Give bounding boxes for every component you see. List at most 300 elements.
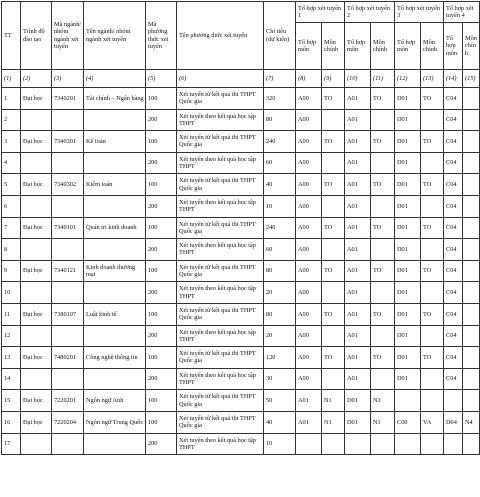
subheader-to-hop-mon: Tổ hợp môn	[296, 23, 322, 70]
cell-tt: 8	[2, 239, 21, 261]
cell-mon-chinh-4	[463, 368, 480, 390]
cell-mon-chinh-4	[463, 217, 480, 239]
cell-to-hop-3: D01	[395, 131, 421, 153]
cell-ma-phuong-thuc: 200	[146, 109, 177, 131]
cell-to-hop-4: C04	[444, 303, 463, 325]
cell-to-hop-1: A00	[296, 131, 322, 153]
cell-trinh-do: Đại học	[21, 174, 52, 196]
cell-mon-chinh-1: N1	[322, 390, 345, 412]
cell-mon-chinh-1	[322, 368, 345, 390]
table-row	[2, 174, 480, 196]
header-to-hop-1: Tổ hợp xét tuyển 1	[296, 2, 345, 23]
cell-mon-chinh-3	[421, 325, 444, 347]
cell-ten-nganh: Kiểm toán	[84, 174, 146, 196]
cell-ma-nganh: 7220201	[52, 390, 84, 412]
cell-ma-nganh: 7340201	[52, 88, 84, 110]
cell-trinh-do: Đại học	[21, 347, 52, 369]
cell-ma-phuong-thuc: 100	[146, 347, 177, 369]
cell-trinh-do: Đại học	[21, 88, 52, 110]
cell-chi-tieu: 240	[264, 217, 296, 239]
cell-to-hop-1: A01	[296, 411, 322, 433]
cell-mon-chinh-4	[463, 282, 480, 304]
cell-ma-phuong-thuc: 100	[146, 390, 177, 412]
cell-to-hop-3: D01	[395, 109, 421, 131]
cell-mon-chinh-4	[463, 433, 480, 455]
cell-to-hop-1	[296, 433, 322, 455]
admissions-table	[1, 1, 480, 455]
cell-ten-nganh: Quản trị kinh doanh	[84, 217, 146, 239]
cell-ten-nganh: Luật kinh tế	[84, 303, 146, 325]
cell-tt: 3	[2, 131, 21, 153]
cell-to-hop-1: A00	[296, 217, 322, 239]
table-row	[2, 109, 480, 131]
cell-mon-chinh-4	[463, 239, 480, 261]
cell-tt: 1	[2, 88, 21, 110]
table-row	[2, 347, 480, 369]
cell-ten-phuong-thuc: Xét tuyển theo kết quả học tập THPT	[177, 109, 264, 131]
cell-ma-nganh: 7340121	[52, 260, 84, 282]
cell-mon-chinh-1	[322, 433, 345, 455]
cell-to-hop-1: A00	[296, 174, 322, 196]
cell-to-hop-2: A01	[345, 260, 371, 282]
cell-mon-chinh-4	[463, 152, 480, 174]
cell-ma-nganh	[52, 195, 84, 217]
cell-ten-phuong-thuc: Xét tuyển từ kết quả thi THPT Quốc gia	[177, 174, 264, 196]
cell-mon-chinh-3	[421, 239, 444, 261]
table-row	[2, 390, 480, 412]
cell-ma-phuong-thuc: 200	[146, 195, 177, 217]
cell-ten-nganh: Kinh doanh thương mại	[84, 260, 146, 282]
cell-mon-chinh-1	[322, 282, 345, 304]
cell-tt: 14	[2, 368, 21, 390]
cell-to-hop-3: D01	[395, 88, 421, 110]
cell-mon-chinh-2	[371, 152, 395, 174]
cell-chi-tieu: 40	[264, 411, 296, 433]
cell-mon-chinh-2: TO	[371, 217, 395, 239]
subheader-to-hop-mon: Tổ hợp môn	[444, 23, 463, 70]
cell-mon-chinh-3	[421, 282, 444, 304]
cell-to-hop-1: A00	[296, 303, 322, 325]
cell-mon-chinh-3	[421, 433, 444, 455]
cell-to-hop-1: A00	[296, 325, 322, 347]
cell-to-hop-3: D01	[395, 368, 421, 390]
cell-ten-nganh	[84, 325, 146, 347]
cell-to-hop-4: C04	[444, 325, 463, 347]
cell-ten-phuong-thuc: Xét tuyển từ kết quả thi THPT Quốc gia	[177, 260, 264, 282]
cell-tt: 15	[2, 390, 21, 412]
cell-ten-nganh: Tài chính – Ngân hàng	[84, 88, 146, 110]
cell-ten-phuong-thuc: Xét tuyển từ kết quả thi THPT Quốc gia	[177, 217, 264, 239]
cell-to-hop-4: C04	[444, 217, 463, 239]
cell-mon-chinh-2	[371, 368, 395, 390]
cell-tt: 4	[2, 152, 21, 174]
cell-to-hop-4: C04	[444, 239, 463, 261]
cell-to-hop-3: D01	[395, 217, 421, 239]
cell-mon-chinh-2: TO	[371, 347, 395, 369]
cell-to-hop-3	[395, 390, 421, 412]
cell-trinh-do	[21, 433, 52, 455]
cell-ma-nganh	[52, 109, 84, 131]
cell-to-hop-3: D01	[395, 239, 421, 261]
header-chi-tieu: Chỉ tiêu (dự kiến)	[264, 2, 296, 70]
subheader-mon-chinh: Môn chính	[421, 23, 444, 70]
cell-mon-chinh-4	[463, 347, 480, 369]
cell-ma-phuong-thuc: 200	[146, 239, 177, 261]
cell-ten-phuong-thuc: Xét tuyển từ kết quả thi THPT Quốc gia	[177, 347, 264, 369]
cell-chi-tieu: 40	[264, 174, 296, 196]
cell-to-hop-1: A01	[296, 390, 322, 412]
cell-mon-chinh-3	[421, 195, 444, 217]
cell-mon-chinh-4	[463, 260, 480, 282]
table-row	[2, 239, 480, 261]
cell-mon-chinh-3: TO	[421, 260, 444, 282]
cell-mon-chinh-2: TO	[371, 303, 395, 325]
cell-to-hop-1: A00	[296, 109, 322, 131]
cell-tt: 2	[2, 109, 21, 131]
cell-ma-phuong-thuc: 200	[146, 282, 177, 304]
cell-ma-nganh	[52, 368, 84, 390]
cell-mon-chinh-2: TO	[371, 260, 395, 282]
column-number: (8)	[296, 70, 322, 88]
cell-ma-phuong-thuc: 200	[146, 433, 177, 455]
header-tt: TT	[2, 2, 21, 70]
cell-ma-nganh	[52, 433, 84, 455]
cell-mon-chinh-2	[371, 433, 395, 455]
cell-trinh-do: Đại học	[21, 411, 52, 433]
table-row	[2, 260, 480, 282]
cell-trinh-do	[21, 368, 52, 390]
cell-mon-chinh-3	[421, 368, 444, 390]
cell-mon-chinh-4	[463, 131, 480, 153]
cell-mon-chinh-2: N1	[371, 411, 395, 433]
cell-ten-phuong-thuc: Xét tuyển từ kết quả thi THPT Quốc gia	[177, 131, 264, 153]
table-row	[2, 433, 480, 455]
cell-to-hop-3: D01	[395, 282, 421, 304]
cell-to-hop-4: C04	[444, 260, 463, 282]
cell-mon-chinh-2: N1	[371, 390, 395, 412]
column-number: (5)	[146, 70, 177, 88]
cell-chi-tieu: 10	[264, 195, 296, 217]
cell-ma-phuong-thuc: 100	[146, 411, 177, 433]
cell-trinh-do: Đại học	[21, 260, 52, 282]
cell-chi-tieu: 80	[264, 260, 296, 282]
cell-chi-tieu: 60	[264, 239, 296, 261]
cell-mon-chinh-1	[322, 195, 345, 217]
cell-to-hop-4	[444, 390, 463, 412]
cell-ma-nganh	[52, 152, 84, 174]
table-row	[2, 368, 480, 390]
cell-tt: 11	[2, 303, 21, 325]
cell-mon-chinh-3	[421, 109, 444, 131]
cell-ma-nganh: 7480201	[52, 347, 84, 369]
cell-to-hop-3: D01	[395, 152, 421, 174]
subheader-to-hop-mon: Tổ hợp môn	[395, 23, 421, 70]
cell-ten-phuong-thuc: Xét tuyển từ kết quả thi THPT Quốc gia	[177, 303, 264, 325]
cell-mon-chinh-3	[421, 152, 444, 174]
cell-to-hop-1: A00	[296, 368, 322, 390]
cell-ma-nganh	[52, 282, 84, 304]
column-number: (11)	[371, 70, 395, 88]
cell-mon-chinh-2	[371, 239, 395, 261]
cell-mon-chinh-4	[463, 109, 480, 131]
header-row	[2, 2, 480, 23]
table-row	[2, 131, 480, 153]
cell-ma-nganh: 7340101	[52, 217, 84, 239]
cell-ten-nganh	[84, 433, 146, 455]
cell-to-hop-3: D01	[395, 260, 421, 282]
cell-mon-chinh-2: TO	[371, 131, 395, 153]
cell-mon-chinh-4	[463, 325, 480, 347]
cell-ma-nganh: 7340302	[52, 174, 84, 196]
table-body	[2, 70, 480, 455]
cell-trinh-do: Đại học	[21, 390, 52, 412]
cell-to-hop-2: A01	[345, 325, 371, 347]
cell-mon-chinh-1: TO	[322, 347, 345, 369]
cell-chi-tieu: 60	[264, 152, 296, 174]
cell-mon-chinh-1: TO	[322, 260, 345, 282]
cell-ten-nganh: Công nghệ thông tin	[84, 347, 146, 369]
column-number: (15)	[463, 70, 480, 88]
cell-to-hop-4: C04	[444, 131, 463, 153]
cell-mon-chinh-1: TO	[322, 217, 345, 239]
cell-ten-phuong-thuc: Xét tuyển theo kết quả học tập THPT	[177, 325, 264, 347]
cell-to-hop-4: C04	[444, 109, 463, 131]
cell-to-hop-1: A00	[296, 260, 322, 282]
cell-mon-chinh-4: N4	[463, 411, 480, 433]
cell-to-hop-3: D01	[395, 174, 421, 196]
cell-to-hop-2: A01	[345, 368, 371, 390]
table-row	[2, 152, 480, 174]
cell-mon-chinh-4	[463, 174, 480, 196]
cell-ten-nganh	[84, 109, 146, 131]
cell-to-hop-1: A00	[296, 347, 322, 369]
cell-to-hop-1: A00	[296, 195, 322, 217]
cell-tt: 13	[2, 347, 21, 369]
cell-ma-nganh: 7380107	[52, 303, 84, 325]
cell-mon-chinh-3: TO	[421, 347, 444, 369]
cell-mon-chinh-2	[371, 325, 395, 347]
header-trinh-do: Trình độ đào tạo	[21, 2, 52, 70]
cell-to-hop-1: A00	[296, 282, 322, 304]
cell-mon-chinh-1: N1	[322, 411, 345, 433]
cell-mon-chinh-2	[371, 195, 395, 217]
cell-ma-phuong-thuc: 100	[146, 217, 177, 239]
cell-ten-phuong-thuc: Xét tuyển theo kết quả học tập THPT	[177, 368, 264, 390]
cell-mon-chinh-1: TO	[322, 174, 345, 196]
header-ma-nganh: Mã ngành/ nhóm ngành xét tuyển	[52, 2, 84, 70]
subheader-mon-chinh: Môn chính	[322, 23, 345, 70]
cell-ten-phuong-thuc: Xét tuyển theo kết quả học tập THPT	[177, 195, 264, 217]
cell-ten-nganh	[84, 282, 146, 304]
cell-to-hop-2: D01	[345, 390, 371, 412]
cell-trinh-do	[21, 325, 52, 347]
cell-mon-chinh-1	[322, 325, 345, 347]
cell-ten-nganh	[84, 195, 146, 217]
column-number: (14)	[444, 70, 463, 88]
column-number: (2)	[21, 70, 52, 88]
cell-to-hop-3: C00	[395, 411, 421, 433]
subheader-mon-chinh: Môn chính	[371, 23, 395, 70]
cell-to-hop-4: C04	[444, 174, 463, 196]
cell-ma-phuong-thuc: 100	[146, 260, 177, 282]
cell-ma-nganh	[52, 325, 84, 347]
cell-ten-phuong-thuc: Xét tuyển từ kết quả thi THPT Quốc gia	[177, 411, 264, 433]
cell-to-hop-4: C04	[444, 88, 463, 110]
cell-chi-tieu: 80	[264, 303, 296, 325]
table-row	[2, 88, 480, 110]
cell-mon-chinh-1	[322, 109, 345, 131]
cell-to-hop-2: A01	[345, 131, 371, 153]
cell-chi-tieu: 240	[264, 131, 296, 153]
cell-to-hop-1: A00	[296, 239, 322, 261]
cell-mon-chinh-4	[463, 390, 480, 412]
header-to-hop-3: Tổ hợp xét tuyển 3	[395, 2, 444, 23]
cell-tt: 9	[2, 260, 21, 282]
cell-chi-tieu: 80	[264, 109, 296, 131]
subheader-mon-chinh: Môn chính	[463, 23, 480, 70]
column-number: (6)	[177, 70, 264, 88]
cell-mon-chinh-3: VA	[421, 411, 444, 433]
cell-ten-nganh	[84, 152, 146, 174]
cell-to-hop-2: A01	[345, 282, 371, 304]
table-row	[2, 411, 480, 433]
header-ten-nganh: Tên ngành/ nhóm ngành xét tuyển	[84, 2, 146, 70]
cell-trinh-do: Đại học	[21, 303, 52, 325]
column-number: (9)	[322, 70, 345, 88]
cell-ma-nganh	[52, 239, 84, 261]
table-row	[2, 217, 480, 239]
cell-ten-phuong-thuc: Xét tuyển theo kết quả học tập THPT	[177, 152, 264, 174]
cell-to-hop-2: A01	[345, 195, 371, 217]
cell-mon-chinh-1: TO	[322, 303, 345, 325]
cell-ma-phuong-thuc: 100	[146, 88, 177, 110]
cell-to-hop-2: A01	[345, 217, 371, 239]
cell-to-hop-4: C04	[444, 282, 463, 304]
table-row	[2, 325, 480, 347]
cell-to-hop-2: A01	[345, 239, 371, 261]
cell-to-hop-2	[345, 433, 371, 455]
cell-tt: 10	[2, 282, 21, 304]
cell-to-hop-4: C04	[444, 347, 463, 369]
table-row	[2, 195, 480, 217]
cell-to-hop-1: A00	[296, 152, 322, 174]
cell-mon-chinh-1: TO	[322, 88, 345, 110]
cell-tt: 12	[2, 325, 21, 347]
cell-to-hop-2: A01	[345, 109, 371, 131]
column-number: (4)	[84, 70, 146, 88]
cell-chi-tieu: 20	[264, 325, 296, 347]
header-to-hop-4: Tổ hợp xét tuyển 4	[444, 2, 480, 23]
cell-tt: 7	[2, 217, 21, 239]
column-number-row	[2, 70, 480, 88]
cell-mon-chinh-3: TO	[421, 217, 444, 239]
cell-trinh-do: Đại học	[21, 217, 52, 239]
cell-to-hop-2: A01	[345, 303, 371, 325]
cell-ten-nganh: Ngôn ngữ Trung Quốc	[84, 411, 146, 433]
cell-ten-phuong-thuc: Xét tuyển từ kết quả thi THPT Quốc gia	[177, 390, 264, 412]
column-number: (10)	[345, 70, 371, 88]
cell-mon-chinh-1	[322, 239, 345, 261]
cell-mon-chinh-4	[463, 303, 480, 325]
cell-ma-phuong-thuc: 100	[146, 174, 177, 196]
cell-mon-chinh-2: TO	[371, 88, 395, 110]
cell-to-hop-2: A01	[345, 152, 371, 174]
cell-trinh-do	[21, 109, 52, 131]
header-to-hop-2: Tổ hợp xét tuyển 2	[345, 2, 395, 23]
cell-mon-chinh-3: TO	[421, 131, 444, 153]
cell-mon-chinh-2	[371, 109, 395, 131]
column-number: (7)	[264, 70, 296, 88]
cell-mon-chinh-1	[322, 152, 345, 174]
cell-ten-nganh	[84, 368, 146, 390]
cell-ma-phuong-thuc: 200	[146, 152, 177, 174]
cell-ten-phuong-thuc: Xét tuyển theo kết quả học tập THPT	[177, 282, 264, 304]
cell-mon-chinh-1: TO	[322, 131, 345, 153]
cell-to-hop-2: A01	[345, 88, 371, 110]
cell-trinh-do	[21, 282, 52, 304]
cell-to-hop-4: D04	[444, 411, 463, 433]
cell-to-hop-3: D01	[395, 303, 421, 325]
cell-tt: 16	[2, 411, 21, 433]
cell-ten-phuong-thuc: Xét tuyển theo kết quả học tập THPT	[177, 433, 264, 455]
cell-to-hop-1: A00	[296, 88, 322, 110]
cell-trinh-do	[21, 195, 52, 217]
cell-ma-phuong-thuc: 100	[146, 303, 177, 325]
cell-ma-phuong-thuc: 200	[146, 368, 177, 390]
cell-to-hop-4: C04	[444, 368, 463, 390]
cell-chi-tieu: 120	[264, 347, 296, 369]
cell-mon-chinh-3	[421, 390, 444, 412]
cell-to-hop-2: A01	[345, 174, 371, 196]
table-row	[2, 303, 480, 325]
cell-mon-chinh-3: TO	[421, 174, 444, 196]
cell-tt: 17	[2, 433, 21, 455]
cell-ten-phuong-thuc: Xét tuyển theo kết quả học tập THPT	[177, 239, 264, 261]
cell-to-hop-3	[395, 433, 421, 455]
cell-chi-tieu: 30	[264, 368, 296, 390]
header-ten-phuong-thuc: Tên phương thức xét tuyển	[177, 2, 264, 70]
column-number: (3)	[52, 70, 84, 88]
cell-mon-chinh-4	[463, 195, 480, 217]
cell-ten-phuong-thuc: Xét tuyển từ kết quả thi THPT Quốc gia	[177, 88, 264, 110]
cell-mon-chinh-4	[463, 88, 480, 110]
cell-to-hop-4: C04	[444, 152, 463, 174]
cell-ten-nganh: Ngôn ngữ Anh	[84, 390, 146, 412]
cell-mon-chinh-2	[371, 282, 395, 304]
cell-to-hop-4: C04	[444, 195, 463, 217]
header-ma-phuong-thuc: Mã phương thức xét tuyển	[146, 2, 177, 70]
cell-chi-tieu: 50	[264, 390, 296, 412]
column-number: (1)	[2, 70, 21, 88]
table-row	[2, 282, 480, 304]
cell-chi-tieu: 10	[264, 433, 296, 455]
cell-to-hop-3: D01	[395, 195, 421, 217]
cell-chi-tieu: 320	[264, 88, 296, 110]
cell-mon-chinh-2: TO	[371, 174, 395, 196]
cell-to-hop-3: D01	[395, 347, 421, 369]
cell-to-hop-3: D01	[395, 325, 421, 347]
cell-chi-tieu: 20	[264, 282, 296, 304]
cell-ten-nganh	[84, 239, 146, 261]
cell-to-hop-2: D01	[345, 411, 371, 433]
cell-ma-nganh: 7340301	[52, 131, 84, 153]
cell-ma-phuong-thuc: 100	[146, 131, 177, 153]
subheader-to-hop-mon: Tổ hợp môn	[345, 23, 371, 70]
cell-trinh-do	[21, 239, 52, 261]
cell-ma-phuong-thuc: 200	[146, 325, 177, 347]
column-number: (12)	[395, 70, 421, 88]
cell-trinh-do: Đại học	[21, 131, 52, 153]
